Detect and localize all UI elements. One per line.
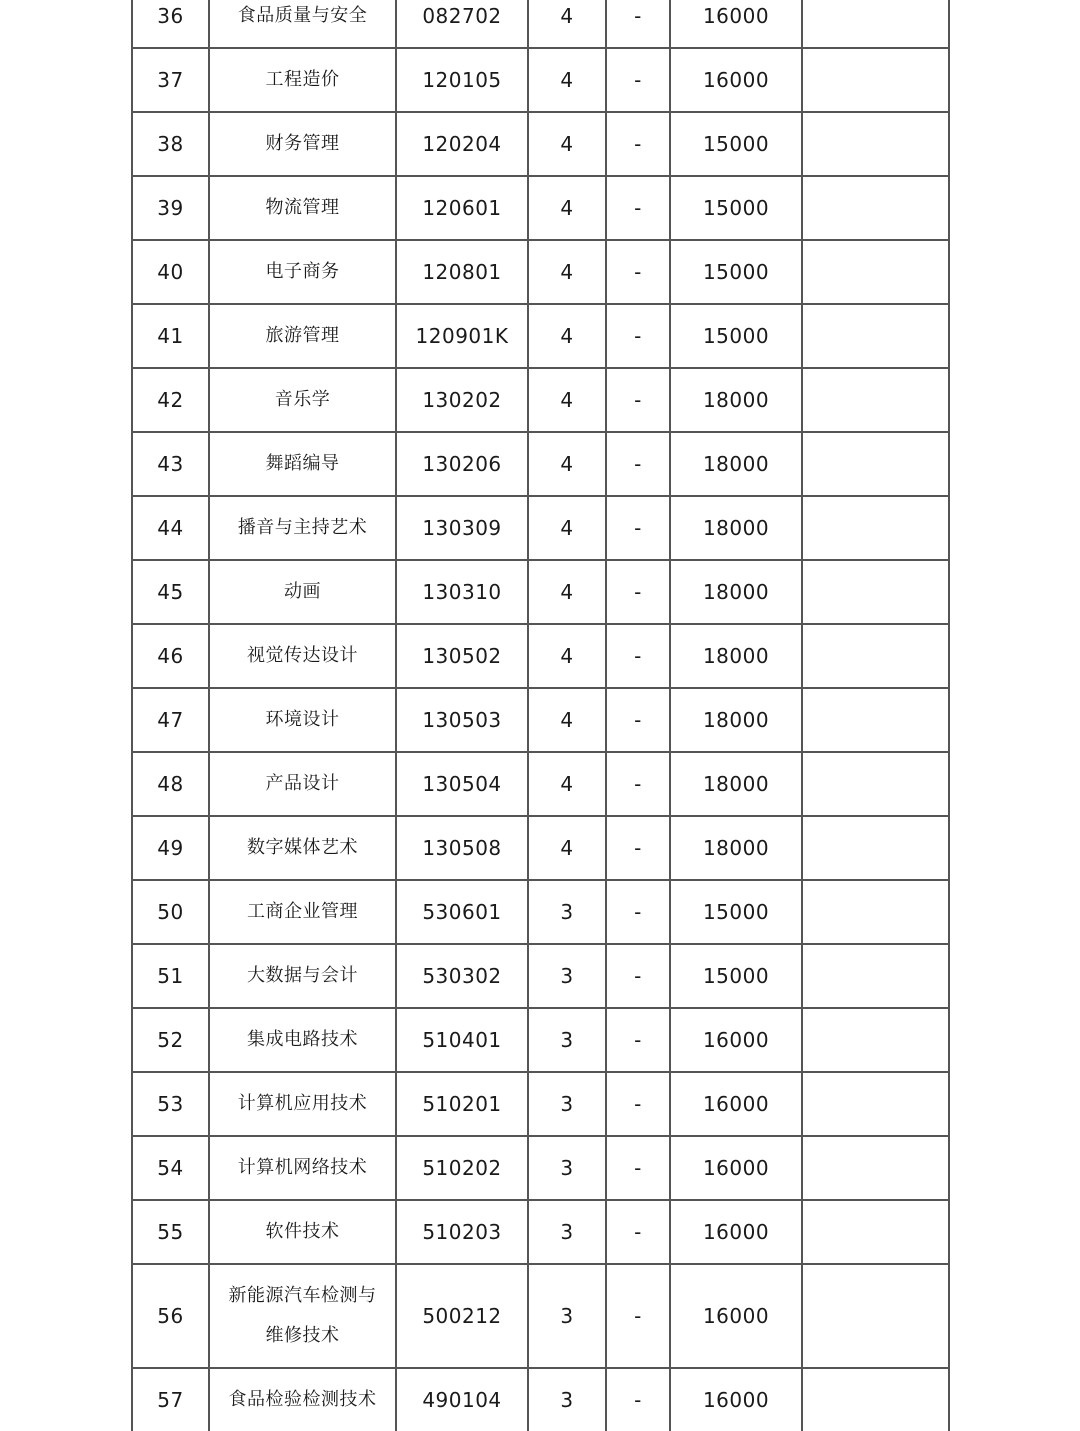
major-code: 530601: [396, 880, 528, 944]
major-code: 510401: [396, 1008, 528, 1072]
study-years: 4: [528, 48, 606, 112]
note-cell: [802, 624, 949, 688]
row-number: 49: [132, 816, 209, 880]
major-code: 130502: [396, 624, 528, 688]
note-cell: [802, 48, 949, 112]
table-row: [132, 496, 949, 560]
major-code: 120901K: [396, 304, 528, 368]
note-cell: [802, 1200, 949, 1264]
table-row: [132, 432, 949, 496]
dash-cell: -: [606, 1264, 670, 1368]
major-name: 财务管理: [209, 112, 396, 176]
major-code: 120204: [396, 112, 528, 176]
dash-cell: -: [606, 240, 670, 304]
dash-cell: -: [606, 624, 670, 688]
study-years: 3: [528, 1072, 606, 1136]
tuition-fee: 18000: [670, 496, 802, 560]
study-years: 4: [528, 560, 606, 624]
table-row: [132, 624, 949, 688]
row-number: 41: [132, 304, 209, 368]
study-years: 3: [528, 1136, 606, 1200]
major-code: 130202: [396, 368, 528, 432]
note-cell: [802, 688, 949, 752]
note-cell: [802, 432, 949, 496]
row-number: 50: [132, 880, 209, 944]
study-years: 4: [528, 496, 606, 560]
tuition-fee: 15000: [670, 944, 802, 1008]
study-years: 4: [528, 752, 606, 816]
dash-cell: -: [606, 496, 670, 560]
note-cell: [802, 496, 949, 560]
major-code: 120105: [396, 48, 528, 112]
tuition-fee: 16000: [670, 1200, 802, 1264]
note-cell: [802, 560, 949, 624]
study-years: 3: [528, 1368, 606, 1431]
study-years: 4: [528, 816, 606, 880]
dash-cell: -: [606, 560, 670, 624]
row-number: 54: [132, 1136, 209, 1200]
note-cell: [802, 176, 949, 240]
major-fee-table: [131, 0, 950, 1431]
major-name: 视觉传达设计: [209, 624, 396, 688]
table-row: [132, 0, 949, 48]
dash-cell: -: [606, 944, 670, 1008]
table-body: [132, 0, 949, 1431]
dash-cell: -: [606, 688, 670, 752]
table-row: [132, 688, 949, 752]
tuition-fee: 16000: [670, 1008, 802, 1072]
dash-cell: -: [606, 432, 670, 496]
major-name: 食品质量与安全: [209, 0, 396, 48]
major-name: 大数据与会计: [209, 944, 396, 1008]
dash-cell: -: [606, 1368, 670, 1431]
table-row: [132, 1368, 949, 1431]
tuition-fee: 16000: [670, 1072, 802, 1136]
row-number: 42: [132, 368, 209, 432]
major-name: 产品设计: [209, 752, 396, 816]
major-code: 082702: [396, 0, 528, 48]
note-cell: [802, 112, 949, 176]
major-name: 新能源汽车检测与维修技术: [209, 1264, 396, 1368]
major-code: 500212: [396, 1264, 528, 1368]
note-cell: [802, 1136, 949, 1200]
tuition-fee: 15000: [670, 880, 802, 944]
row-number: 51: [132, 944, 209, 1008]
major-name: 播音与主持艺术: [209, 496, 396, 560]
study-years: 3: [528, 880, 606, 944]
major-code: 130206: [396, 432, 528, 496]
tuition-fee: 18000: [670, 368, 802, 432]
major-code: 510203: [396, 1200, 528, 1264]
table-row: [132, 304, 949, 368]
study-years: 4: [528, 112, 606, 176]
tuition-fee: 16000: [670, 0, 802, 48]
major-code: 130310: [396, 560, 528, 624]
table-row: [132, 1072, 949, 1136]
major-code: 120801: [396, 240, 528, 304]
dash-cell: -: [606, 1008, 670, 1072]
row-number: 40: [132, 240, 209, 304]
major-name: 软件技术: [209, 1200, 396, 1264]
row-number: 55: [132, 1200, 209, 1264]
note-cell: [802, 944, 949, 1008]
note-cell: [802, 304, 949, 368]
tuition-fee: 15000: [670, 240, 802, 304]
table-row: [132, 48, 949, 112]
note-cell: [802, 880, 949, 944]
dash-cell: -: [606, 0, 670, 48]
note-cell: [802, 816, 949, 880]
dash-cell: -: [606, 752, 670, 816]
major-code: 120601: [396, 176, 528, 240]
major-name: 舞蹈编导: [209, 432, 396, 496]
dash-cell: -: [606, 368, 670, 432]
row-number: 37: [132, 48, 209, 112]
study-years: 4: [528, 368, 606, 432]
tuition-fee: 18000: [670, 624, 802, 688]
note-cell: [802, 1264, 949, 1368]
tuition-fee: 18000: [670, 816, 802, 880]
note-cell: [802, 368, 949, 432]
row-number: 47: [132, 688, 209, 752]
major-name: 食品检验检测技术: [209, 1368, 396, 1431]
note-cell: [802, 752, 949, 816]
tuition-fee: 18000: [670, 432, 802, 496]
tuition-fee: 16000: [670, 48, 802, 112]
row-number: 43: [132, 432, 209, 496]
row-number: 53: [132, 1072, 209, 1136]
row-number: 52: [132, 1008, 209, 1072]
major-code: 510201: [396, 1072, 528, 1136]
study-years: 4: [528, 240, 606, 304]
note-cell: [802, 0, 949, 48]
major-code: 510202: [396, 1136, 528, 1200]
study-years: 3: [528, 1200, 606, 1264]
major-code: 130508: [396, 816, 528, 880]
tuition-fee: 15000: [670, 112, 802, 176]
study-years: 4: [528, 176, 606, 240]
major-code: 130503: [396, 688, 528, 752]
note-cell: [802, 1368, 949, 1431]
dash-cell: -: [606, 1200, 670, 1264]
note-cell: [802, 1072, 949, 1136]
table-row: [132, 1264, 949, 1368]
tuition-fee: 18000: [670, 752, 802, 816]
table-row: [132, 560, 949, 624]
row-number: 46: [132, 624, 209, 688]
major-name: 动画: [209, 560, 396, 624]
table-row: [132, 112, 949, 176]
dash-cell: -: [606, 1072, 670, 1136]
study-years: 3: [528, 1264, 606, 1368]
row-number: 45: [132, 560, 209, 624]
table-row: [132, 816, 949, 880]
tuition-fee: 16000: [670, 1136, 802, 1200]
study-years: 4: [528, 0, 606, 48]
major-name: 电子商务: [209, 240, 396, 304]
table-row: [132, 944, 949, 1008]
study-years: 4: [528, 304, 606, 368]
row-number: 44: [132, 496, 209, 560]
dash-cell: -: [606, 1136, 670, 1200]
major-name: 数字媒体艺术: [209, 816, 396, 880]
study-years: 3: [528, 944, 606, 1008]
major-name: 环境设计: [209, 688, 396, 752]
major-code: 490104: [396, 1368, 528, 1431]
row-number: 36: [132, 0, 209, 48]
dash-cell: -: [606, 816, 670, 880]
tuition-fee: 18000: [670, 560, 802, 624]
tuition-fee: 15000: [670, 176, 802, 240]
table-row: [132, 1136, 949, 1200]
tuition-fee: 15000: [670, 304, 802, 368]
tuition-fee: 16000: [670, 1264, 802, 1368]
major-name: 集成电路技术: [209, 1008, 396, 1072]
table-row: [132, 1200, 949, 1264]
major-name: 音乐学: [209, 368, 396, 432]
study-years: 4: [528, 688, 606, 752]
note-cell: [802, 240, 949, 304]
note-cell: [802, 1008, 949, 1072]
major-name: 工程造价: [209, 48, 396, 112]
row-number: 38: [132, 112, 209, 176]
study-years: 3: [528, 1008, 606, 1072]
dash-cell: -: [606, 304, 670, 368]
fee-table-container: [131, 0, 948, 1431]
table-row: [132, 240, 949, 304]
tuition-fee: 18000: [670, 688, 802, 752]
major-code: 130309: [396, 496, 528, 560]
dash-cell: -: [606, 176, 670, 240]
table-row: [132, 1008, 949, 1072]
table-row: [132, 368, 949, 432]
dash-cell: -: [606, 48, 670, 112]
dash-cell: -: [606, 112, 670, 176]
major-name: 物流管理: [209, 176, 396, 240]
major-name: 工商企业管理: [209, 880, 396, 944]
table-row: [132, 176, 949, 240]
table-row: [132, 752, 949, 816]
major-name: 计算机应用技术: [209, 1072, 396, 1136]
table-row: [132, 880, 949, 944]
major-code: 130504: [396, 752, 528, 816]
row-number: 57: [132, 1368, 209, 1431]
major-name: 旅游管理: [209, 304, 396, 368]
study-years: 4: [528, 624, 606, 688]
dash-cell: -: [606, 880, 670, 944]
row-number: 48: [132, 752, 209, 816]
major-code: 530302: [396, 944, 528, 1008]
major-name: 计算机网络技术: [209, 1136, 396, 1200]
tuition-fee: 16000: [670, 1368, 802, 1431]
row-number: 39: [132, 176, 209, 240]
study-years: 4: [528, 432, 606, 496]
row-number: 56: [132, 1264, 209, 1368]
